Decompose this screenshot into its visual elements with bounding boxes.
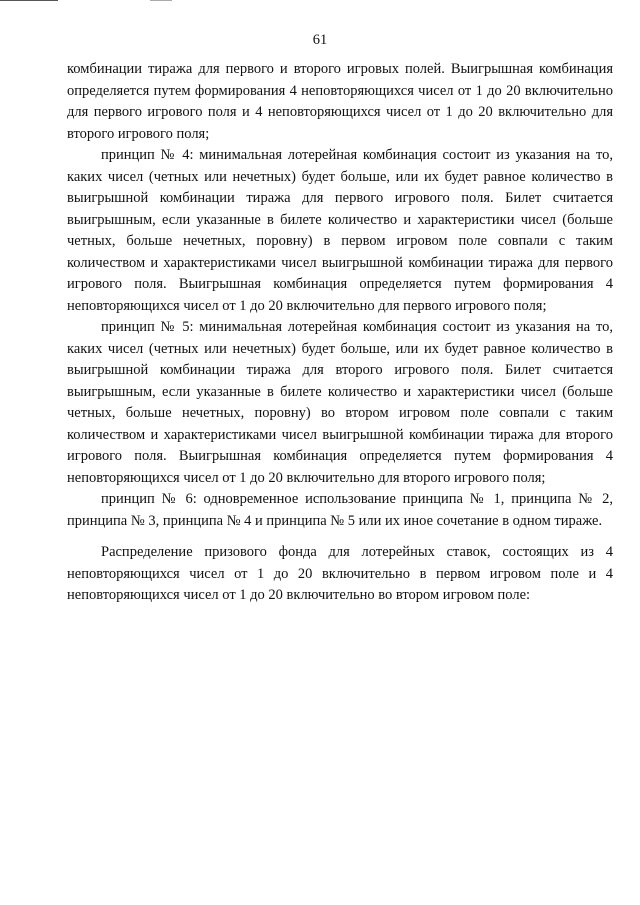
document-body [67,59,613,607]
paragraph-principle-6: принцип № 6: одновременное использование принципа № 1, принципа № 2, принципа № 3, принципа № 4 и принципа № 5 или их иное сочетание в одном тираже. [67,491,613,529]
paragraph-principle-4: принцип № 4: минимальная лотерейная комбинация состоит из указания на то, каких чисел (четных или нечетных) будет больше, или их будет равное количество в выигрышной комбинации тиража для первого игрового поля. Билет считается выигрышным, если указанные в билете количество и характеристики чисел (больше четных, больше нечетных, поровну) в первом игровом поле совпали с таким количеством и характеристиками чисел выигрышной комбинации тиража для первого игрового поля. Выигрышная комбинация определяется путем формирования 4 неповторяющихся чисел от 1 до 20 включительно для первого игрового поля; [67,147,613,314]
page-number: 61 [312,32,328,48]
scan-edge-mark-secondary [150,0,172,1]
paragraph-prize-fund: Распределение призового фонда для лотерейных ставок, состоящих из 4 неповторяющихся чисел от 1 до 20 включительно в первом игровом поле и 4 неповторяющихся чисел от 1 до 20 включительно во втором игровом поле: [67,544,613,603]
paragraph-continuation: комбинации тиража для первого и второго игровых полей. Выигрышная комбинация определяется путем формирования 4 неповторяющихся чисел от 1 до 20 включительно для первого игрового поля и 4 неповторяющихся чисел от 1 до 20 включительно для второго игрового поля; [67,61,613,142]
paragraph-principle-5: принцип № 5: минимальная лотерейная комбинация состоит из указания на то, каких чисел (четных или нечетных) будет больше, или их будет равное количество в выигрышной комбинации тиража для второго игрового поля. Билет считается выигрышным, если указанные в билете количество и характеристики чисел (больше четных, больше нечетных, поровну) во втором игровом поле совпали с таким количеством и характеристиками чисел выигрышной комбинации тиража для второго игрового поля. Выигрышная комбинация определяется путем формирования 4 неповторяющихся чисел от 1 до 20 включительно для второго игрового поля; [67,319,613,486]
scan-edge-mark [0,0,58,1]
